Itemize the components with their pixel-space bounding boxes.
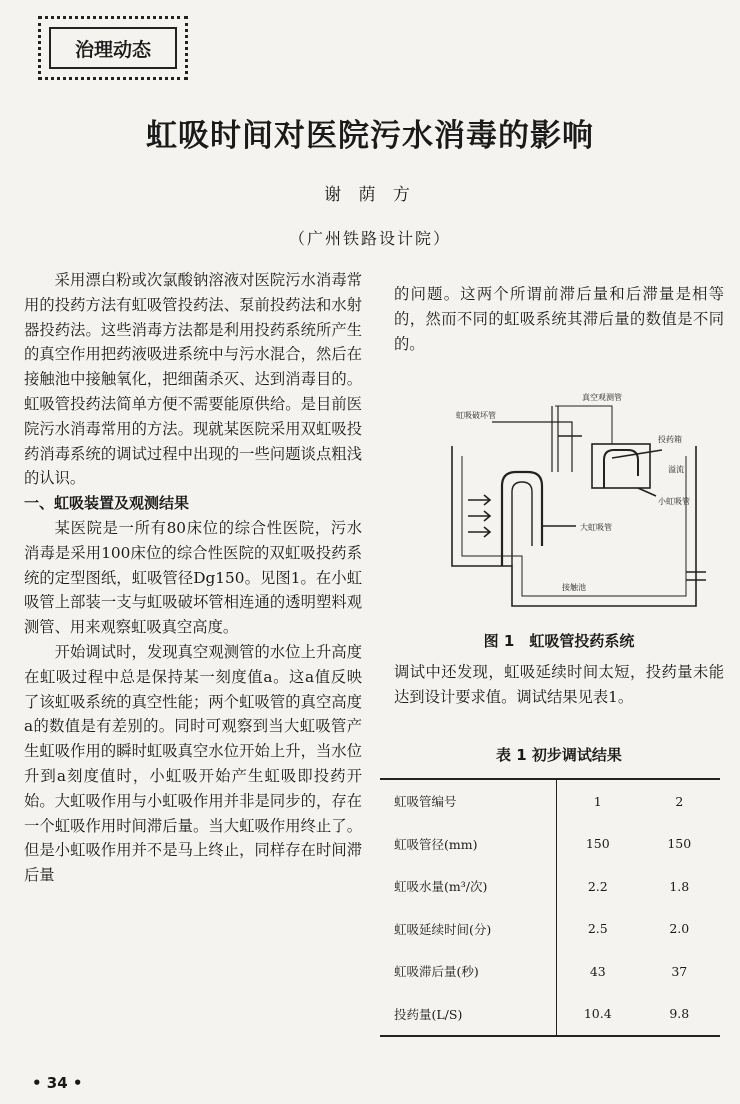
left-column [24,268,362,888]
figure-caption: 图 1 虹吸管投药系统 [483,632,635,650]
row-label: 虹吸水量(m³/次) [394,879,488,895]
label-overflow: 溢流 [668,465,684,474]
paragraph-2: 某医院是一所有80床位的综合性医院，污水消毒是采用100床位的综合性医院的双虹吸投药系统的定型图纸，虹吸管径Dg150。见图1。在小虹吸管上部装一支与虹吸破坏管相连通的透明塑料观测管、用来观察虹吸真空高度。 [24,518,362,637]
big-siphon-pipe [502,472,542,566]
cell-value-2: 1.8 [669,878,690,894]
cell-value-1: 2.2 [556,865,638,908]
row-label: 投药量(L/S) [394,1006,463,1022]
results-table [380,778,720,1037]
right-mid-paragraph: 调试中还发现，虹吸延续时间太短，投药量未能达到设计要求值。调试结果见表1。 [394,663,724,706]
label-contact-tank: 接触池 [562,583,586,592]
label-breaker-tube: 虹吸破坏管 [456,411,496,420]
cell-value-1: 2.5 [556,908,638,951]
cell-value-1: 150 [556,823,638,866]
figure-siphon-diagram [432,376,716,626]
cell-value-1: 1 [556,779,638,823]
label-small-siphon: 小虹吸管 [658,497,690,506]
row-label: 虹吸延续时间(分) [394,921,492,937]
paragraph-3: 开始调试时，发现真空观测管的水位上升高度在虹吸过程中总是保持某一刻度值a。这a值反映了该虹吸系统的真空性能；两个虹吸管的真空高度a的数值是有差别的。同时可观察到当大虹吸管产生虹吸作用的瞬时虹吸真空水位开始上升，当水位升到a刻度值时，小虹吸开始产生虹吸即投药开始。大虹吸作用与小虹吸作用并非是同步的，存在一个虹吸作用时间滞后量。当大虹吸作用终止了。但是小虹吸作用并不是马上终止，同样存在时间滞后量 [24,642,362,885]
row-label: 虹吸滞后量(秒) [394,964,479,980]
cell-value-2: 9.8 [669,1006,690,1022]
cell-value-1: 43 [556,950,638,993]
cell-value-2: 2.0 [669,921,690,937]
row-label: 虹吸管径(mm) [394,836,478,852]
row-label: 虹吸管编号 [394,794,457,810]
table-row [380,950,720,993]
cell-value-2: 2 [675,793,684,809]
intro-paragraph: 采用漂白粉或次氯酸钠溶液对医院污水消毒常用的投药方法有虹吸管投药法、泵前投药法和水射器投药法。这些消毒方法都是利用投药系统所产生的真空作用把药液吸进系统中与污水混合，然后在接触池中接触氧化，把细菌杀灭、达到消毒目的。虹吸管投药法简单方便不需要能原供给。是目前医院污水消毒常用的方法。现就某医院采用双虹吸投药消毒系统的调试过程中出现的一些问题谈点粗浅的认识。 [24,271,362,488]
right-column-mid [394,660,724,710]
article-affiliation: （广州铁路设计院） [288,229,451,248]
observe-tube [552,406,558,472]
right-top-paragraph: 的问题。这两个所谓前滞后量和后滞量是相等的，然而不同的虹吸系统其滞后量的数值是不同的。 [394,285,724,353]
article-author: 谢 荫 方 [324,185,416,205]
breaker-tube [492,422,572,472]
right-column-top [394,282,724,356]
siphon-diagram-svg [432,376,716,626]
cell-value-1: 10.4 [556,993,638,1037]
section1-heading: 一、虹吸装置及观测结果 [24,494,190,513]
label-observe-tube: 真空观测管 [582,393,622,402]
page-number: • 34 • [32,1074,83,1092]
label-dosing-box: 投药箱 [658,435,682,444]
table-row [380,779,720,823]
table-title: 表 1 初步调试结果 [496,746,622,764]
table-row [380,993,720,1037]
article-title: 虹吸时间对医院污水消毒的影响 [146,118,594,154]
section-label-box [38,16,188,80]
cell-value-2: 37 [671,963,688,979]
cell-value-2: 150 [667,836,692,852]
label-big-siphon: 大虹吸管 [580,523,612,532]
section-label: 治理动态 [49,27,177,69]
table-row [380,865,720,908]
table-row [380,823,720,866]
table-row [380,908,720,951]
